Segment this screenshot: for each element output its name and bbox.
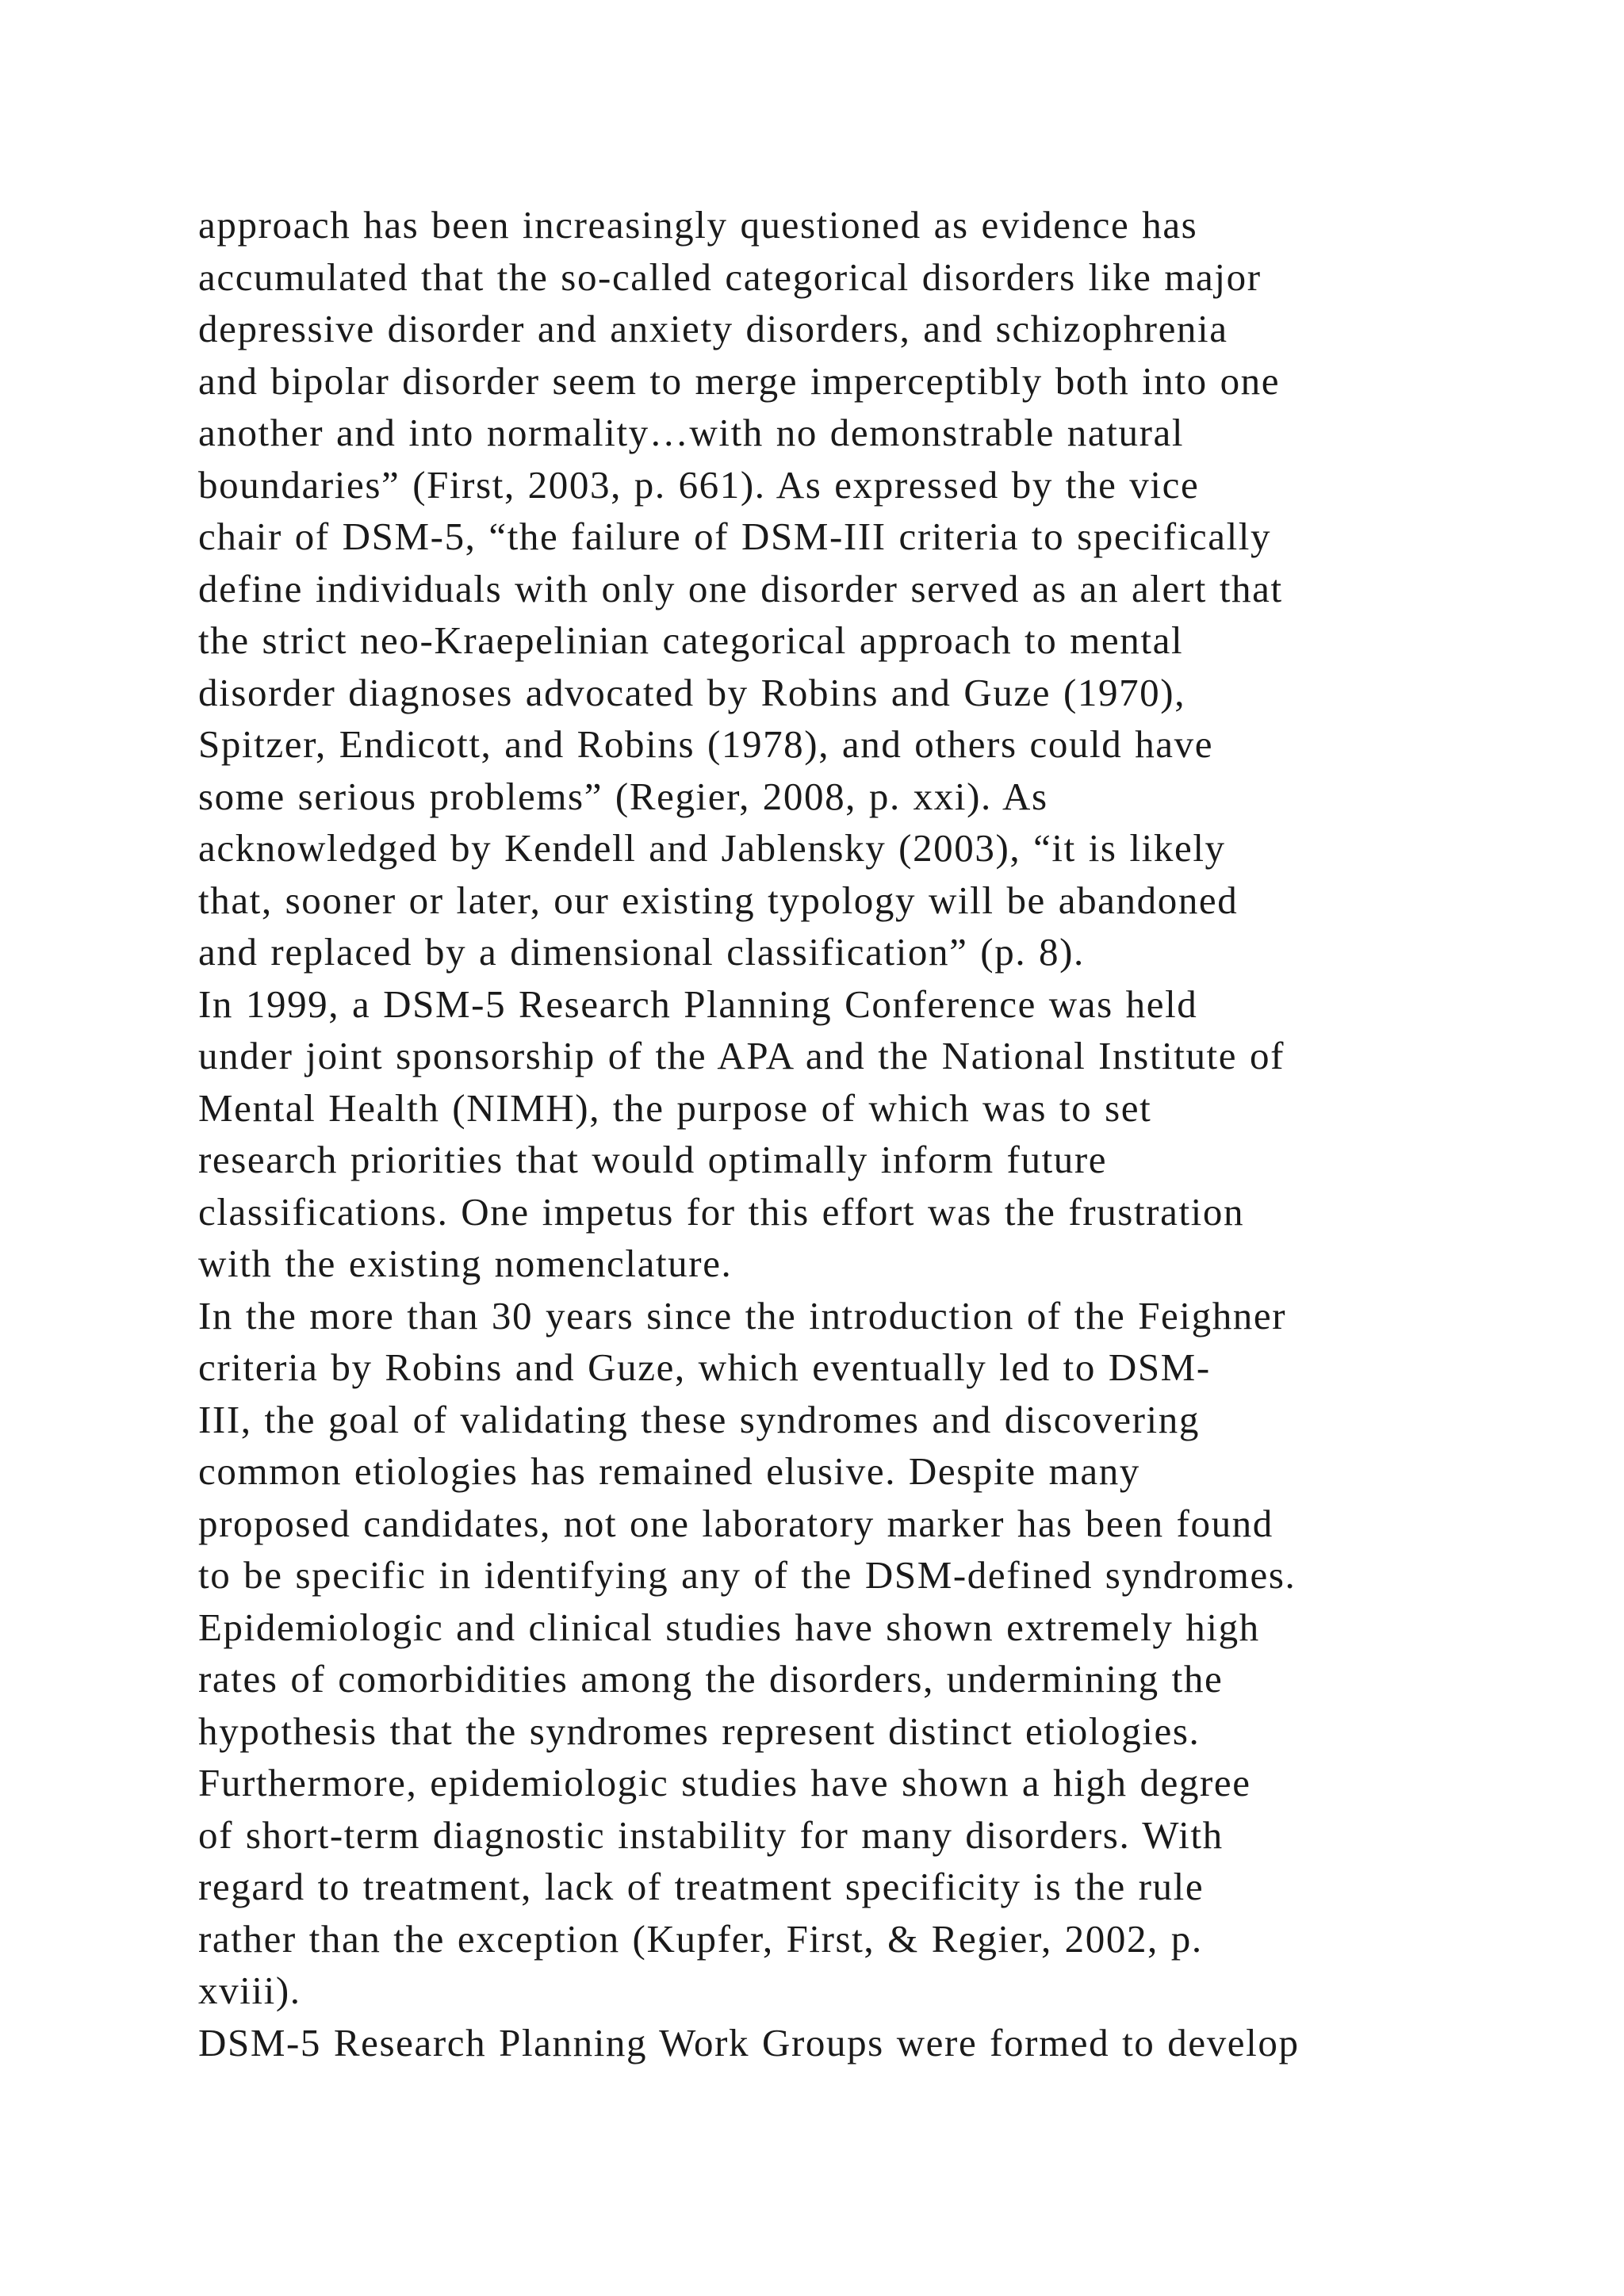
- text-line: Epidemiologic and clinical studies have shown extremely high: [198, 1605, 1260, 1649]
- text-line: xviii).: [198, 1969, 301, 2012]
- text-line: Mental Health (NIMH), the purpose of which was to set: [198, 1085, 1152, 1130]
- text-line: to be specific in identifying any of the DSM-defined syndromes.: [198, 1553, 1297, 1597]
- text-line: proposed candidates, not one laboratory marker has been found: [198, 1501, 1274, 1545]
- text-line: regard to treatment, lack of treatment specificity is the rule: [198, 1865, 1205, 1908]
- text-line: and bipolar disorder seem to merge imperceptibly both into one: [198, 358, 1281, 403]
- text-line: In the more than 30 years since the introduction of the Feighner: [198, 1293, 1287, 1337]
- text-line: rates of comorbidities among the disorders, undermining the: [198, 1657, 1224, 1701]
- text-line: research priorities that would optimally inform future: [198, 1138, 1108, 1181]
- text-line: Spitzer, Endicott, and Robins (1978), and others could have: [198, 722, 1214, 766]
- text-line: In 1999, a DSM-5 Research Planning Conference was held: [198, 982, 1198, 1026]
- text-line: common etiologies has remained elusive. Despite many: [198, 1449, 1140, 1493]
- text-line: accumulated that the so-called categorical disorders like major: [198, 254, 1262, 299]
- text-line: DSM-5 Research Planning Work Groups were formed to develop: [198, 2020, 1300, 2064]
- text-line: hypothesis that the syndromes represent distinct etiologies.: [198, 1709, 1201, 1753]
- text-line: criteria by Robins and Guze, which eventually led to DSM-: [198, 1345, 1211, 1389]
- text-line: rather than the exception (Kupfer, First, & Regier, 2002, p.: [198, 1916, 1203, 1961]
- text-line: depressive disorder and anxiety disorders, and schizophrenia: [198, 307, 1228, 350]
- text-line: define individuals with only one disorder served as an alert that: [198, 566, 1283, 610]
- text-line: disorder diagnoses advocated by Robins and Guze (1970),: [198, 670, 1186, 714]
- text-line: approach has been increasingly questioned as evidence has: [198, 203, 1198, 247]
- text-line: the strict neo-Kraepelinian categorical approach to mental: [198, 618, 1184, 662]
- text-line: boundaries” (First, 2003, p. 661). As expressed by the vice: [198, 462, 1200, 507]
- text-line: and replaced by a dimensional classification” (p. 8).: [198, 930, 1085, 974]
- text-line: Furthermore, epidemiologic studies have shown a high degree: [198, 1761, 1251, 1804]
- text-line: III, the goal of validating these syndromes and discovering: [198, 1397, 1200, 1441]
- text-line: that, sooner or later, our existing typology will be abandoned: [198, 878, 1239, 922]
- text-line: under joint sponsorship of the APA and the National Institute of: [198, 1034, 1285, 1077]
- text-line: classifications. One impetus for this effort was the frustration: [198, 1189, 1245, 1234]
- text-line: with the existing nomenclature.: [198, 1242, 733, 1285]
- body-text: [198, 199, 1618, 2068]
- text-line: another and into normality…with no demonstrable natural: [198, 411, 1185, 454]
- text-line: acknowledged by Kendell and Jablensky (2003), “it is likely: [198, 826, 1226, 870]
- text-line: chair of DSM-5, “the failure of DSM-III criteria to specifically: [198, 515, 1272, 558]
- text-line: of short-term diagnostic instability for many disorders. With: [198, 1812, 1224, 1857]
- text-line: some serious problems” (Regier, 2008, p. xxi). As: [198, 774, 1048, 818]
